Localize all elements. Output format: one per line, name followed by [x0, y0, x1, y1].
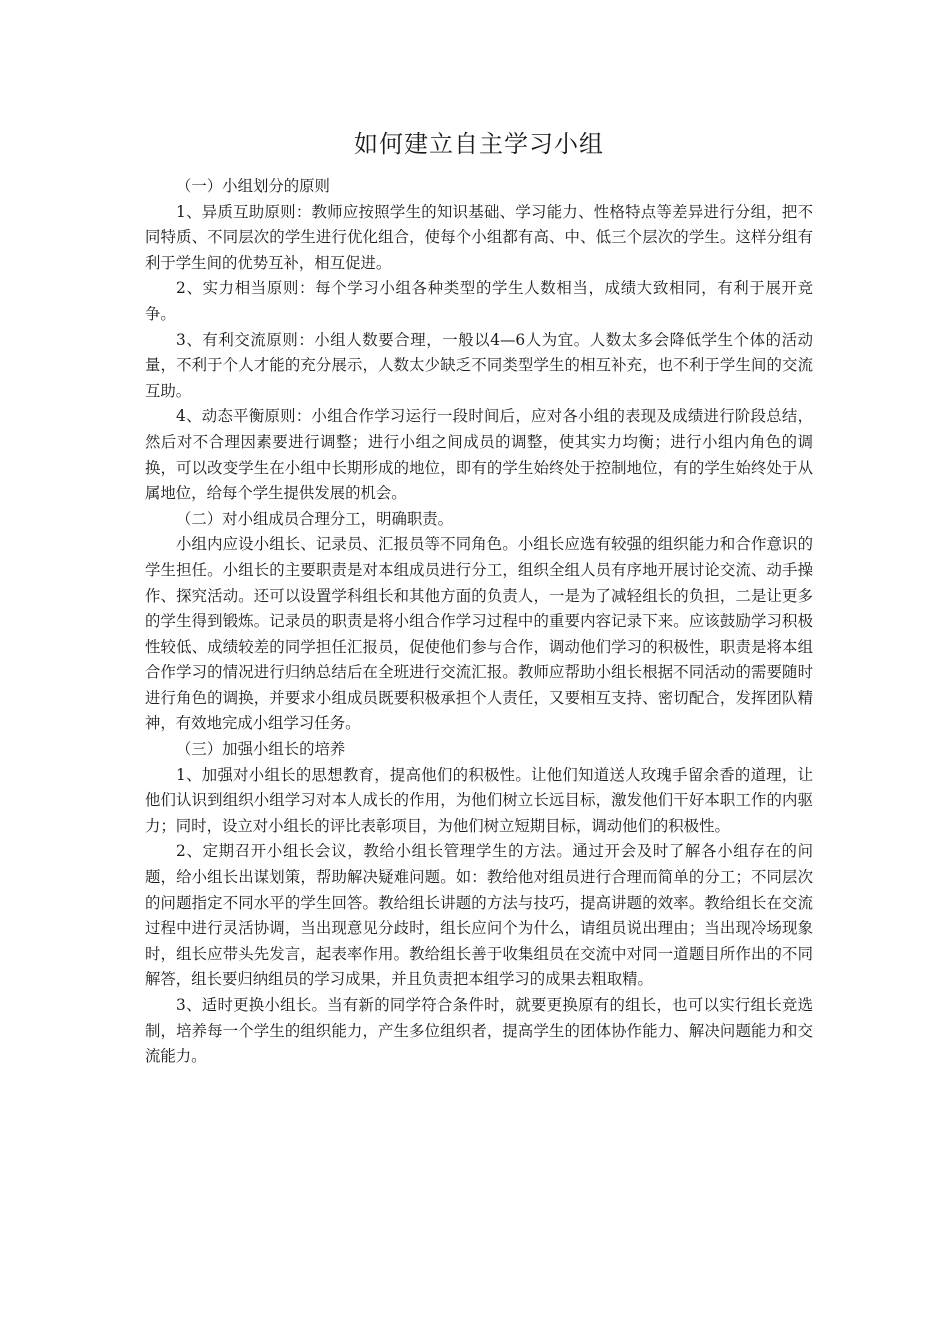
section-heading-2: （二）对小组成员合理分工，明确职责。: [176, 509, 454, 528]
document-title: 如何建立自主学习小组: [354, 130, 604, 158]
paragraph-1: 1、异质互助原则：教师应按照学生的知识基础、学习能力、性格特点等差异进行分组，把不同特质、不同层次的学生进行优化组合，使每个小组都有高、中、低三个层次的学生。这样分组有利于学生间的优势互补，相互促进。: [145, 202, 813, 272]
paragraph-8: 3、适时更换小组长。当有新的同学符合条件时，就要更换原有的组长，也可以实行组长竞选制，培养每一个学生的组织能力，产生多位组织者，提高学生的团体协作能力、解决问题能力和交流能力。: [145, 996, 813, 1066]
paragraph-6: 1、加强对小组长的思想教育，提高他们的积极性。让他们知道送人玫瑰手留余香的道理，让他们认识到组织小组学习对本人成长的作用，为他们树立长远目标，激发他们干好本职工作的内驱力；同时，设立对小组长的评比表彰项目，为他们树立短期目标，调动他们的积极性。: [145, 765, 813, 835]
section-heading-1: （一）小组划分的原则: [176, 177, 330, 195]
section-heading-3: （三）加强小组长的培养: [176, 740, 346, 759]
paragraph-5: 小组内应设小组长、记录员、汇报员等不同角色。小组长应选有较强的组织能力和合作意识的学生担任。小组长的主要职责是对本组成员进行分工，组织全组人员有序地开展讨论交流、动手操作、探究活动。还可以设置学科组长和其他方面的负责人，一是为了减轻组长的负担，二是让更多的学生得到锻炼。记录员的职责是将小组合作学习过程中的重要内容记录下来。应该鼓励学习积极性较低、成绩较差的同学担任汇报员，促使他们参与合作，调动他们学习的积极性，职责是将本组合作学习的情况进行归纳总结后在全班进行交流汇报。教师应帮助小组长根据不同活动的需要随时进行角色的调换，并要求小组成员既要积极承担个人责任，又要相互支持、密切配合，发挥团队精神，有效地完成小组学习任务。: [145, 535, 813, 733]
document-page: [145, 128, 813, 1070]
paragraph-4: 4、动态平衡原则：小组合作学习运行一段时间后，应对各小组的表现及成绩进行阶段总结，然后对不合理因素要进行调整；进行小组之间成员的调整，使其实力均衡；进行小组内角色的调换，可以改变学生在小组中长期形成的地位，即有的学生始终处于控制地位，有的学生始终处于从属地位，给每个学生提供发展的机会。: [145, 407, 813, 503]
paragraph-7: 2、定期召开小组长会议，教给小组长管理学生的方法。通过开会及时了解各小组存在的问题，给小组长出谋划策，帮助解决疑难问题。如：教给他对组员进行合理而简单的分工；不同层次的问题指定不同水平的学生回答。教给组长讲题的方法与技巧，提高讲题的效率。教给组长在交流过程中进行灵活协调，当出现意见分歧时，组长应问个为什么，请组员说出理由；当出现冷场现象时，组长应带头先发言，起表率作用。教给组长善于收集组员在交流中对同一道题目所作出的不同解答，组长要归纳组员的学习成果，并且负责把本组学习的成果去粗取精。: [145, 842, 813, 989]
paragraph-2: 2、实力相当原则：每个学习小组各种类型的学生人数相当，成绩大致相同，有利于展开竞争。: [145, 279, 813, 323]
paragraph-3: 3、有利交流原则：小组人数要合理，一般以4—6人为宜。人数太多会降低学生个体的活动量，不利于个人才能的充分展示，人数太少缺乏不同类型学生的相互补充，也不利于学生间的交流互助。: [145, 330, 813, 400]
